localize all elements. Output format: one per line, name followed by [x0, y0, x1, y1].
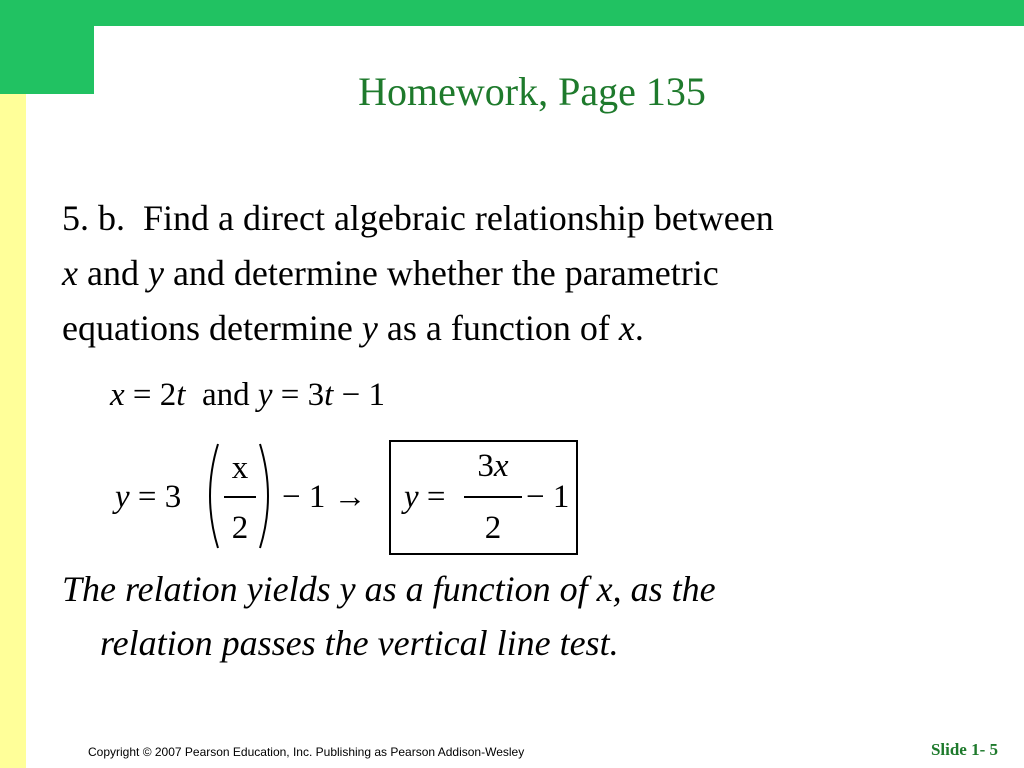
arrow-icon: →: [333, 479, 367, 515]
slide-number: Slide 1- 5: [930, 740, 998, 759]
number: 1: [552, 479, 570, 515]
given-equations: x = 2t and y = 3t − 1: [110, 377, 385, 413]
number: 1: [368, 377, 385, 413]
connector-text: and: [201, 377, 250, 413]
copyright-footer: Copyright © 2007 Pearson Education, Inc. Publishing as Pearson Addison-Wesley: [88, 745, 525, 759]
conclusion-text: [62, 562, 962, 670]
var-x: x: [493, 448, 509, 484]
result-rhs: − 1: [526, 479, 570, 515]
conclusion-line-2: relation passes the vertical line test.: [100, 623, 619, 663]
left-paren-icon: [200, 440, 222, 552]
var-t: t: [176, 377, 186, 413]
problem-line-3: [62, 301, 982, 356]
right-paren-icon: [256, 440, 278, 552]
number: 1: [308, 479, 326, 515]
top-accent-bar: [0, 0, 1024, 26]
var-x: x: [618, 308, 635, 348]
number: 3: [307, 377, 325, 413]
substitution-lhs: y = 3: [115, 479, 182, 515]
var-y: y: [147, 253, 164, 293]
slide-title: Homework, Page 135: [358, 69, 706, 114]
fraction-bar: [464, 496, 522, 498]
frac-denominator: 2: [231, 510, 249, 546]
text-fragment: equations determine: [62, 308, 362, 348]
var-y: y: [361, 308, 378, 348]
var-y: y: [404, 479, 419, 515]
number: 3: [477, 448, 494, 484]
var-y: y: [257, 377, 273, 413]
fraction-bar: [224, 496, 256, 498]
var-t: t: [324, 377, 334, 413]
problem-label: 5. b.: [62, 198, 125, 238]
var-y: y: [115, 479, 130, 515]
text-fragment: and: [77, 253, 148, 293]
frac-numerator: x: [231, 450, 249, 486]
substitution-rhs: − 1 →: [282, 479, 367, 515]
left-accent-bar: [0, 94, 26, 768]
problem-line-1-text: Find a direct algebraic relationship between: [143, 198, 774, 238]
text-fragment: .: [634, 308, 644, 348]
result-numerator: [462, 448, 524, 485]
number: 3: [164, 479, 182, 515]
text-fragment: and determine whether the parametric: [163, 253, 719, 293]
var-x: x: [110, 377, 125, 413]
problem-statement: [62, 191, 982, 356]
conclusion-line-1: The relation yields y as a function of x, as the: [62, 569, 716, 609]
problem-line-1: [62, 191, 982, 246]
var-x: x: [62, 253, 78, 293]
result-lhs: y =: [404, 479, 446, 515]
text-fragment: as a function of: [377, 308, 619, 348]
result-denominator: 2: [484, 510, 502, 546]
number: 2: [159, 377, 177, 413]
problem-line-2: [62, 246, 982, 301]
